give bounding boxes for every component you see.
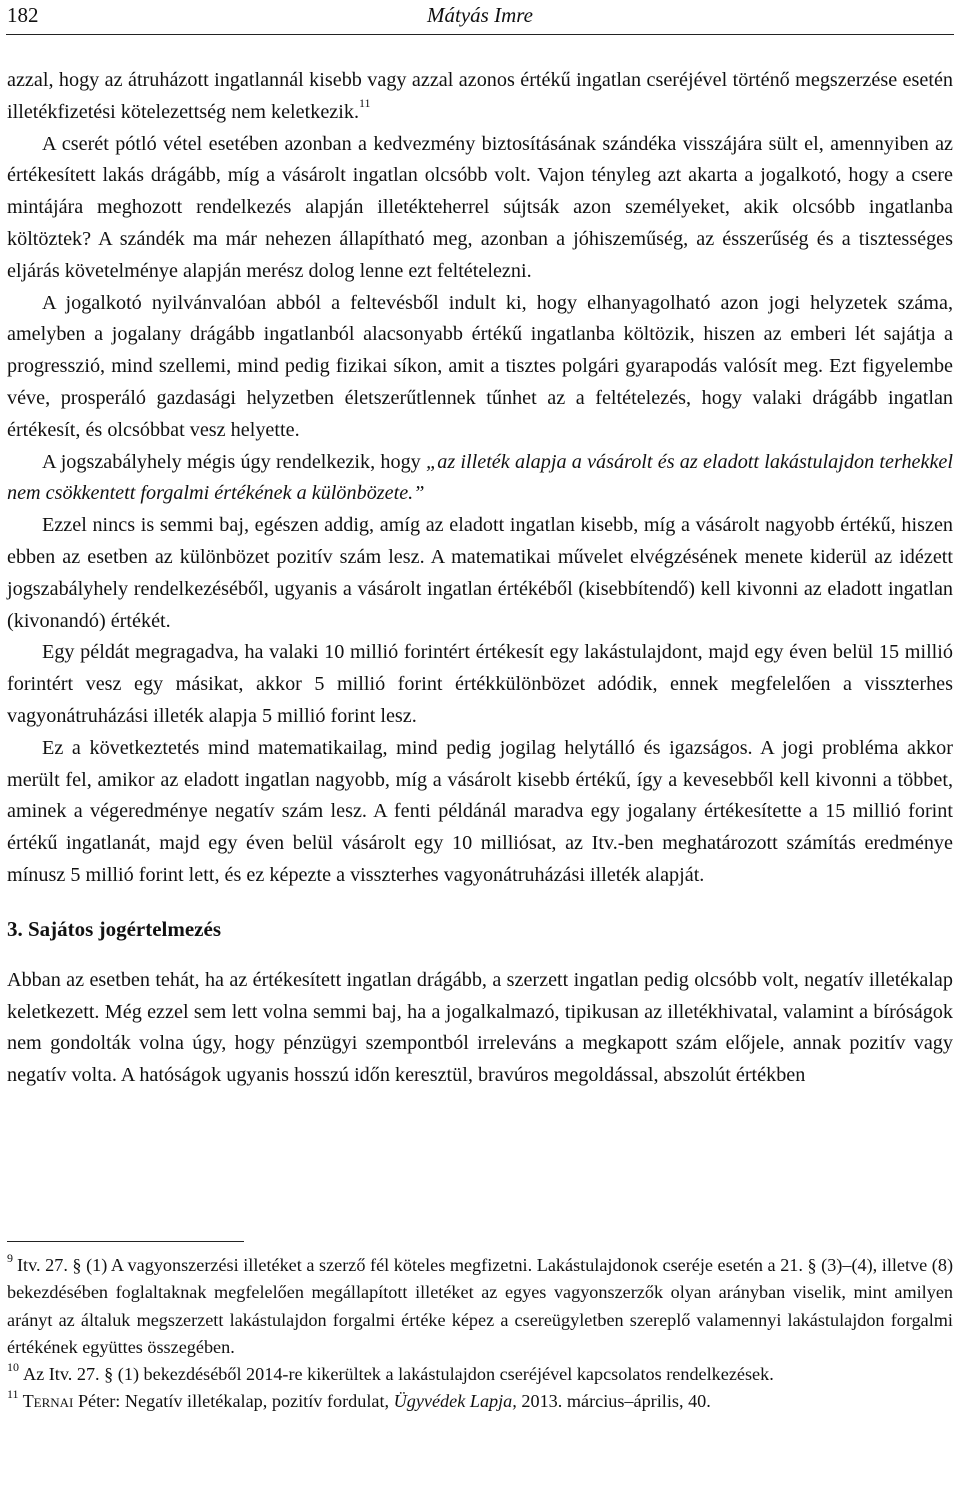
footnote-10-text: Az Itv. 27. § (1) bekezdéséből 2014-re kikerültek a lakástulajdon cseréjével kapcsolatos rendelkezések. (23, 1364, 774, 1385)
footnote-11-author: Ternai (22, 1391, 74, 1412)
footnote-11-number: 11 (7, 1387, 19, 1402)
section-heading: 3. Sajátos jogértelmezés (7, 916, 221, 941)
paragraph-1-text: azzal, hogy az átruházott ingatlannál kisebb vagy azzal azonos értékű ingatlan cseréjével történő megszerzése esetén illetékfizetési kötelezettség nem keletkezik. (7, 69, 953, 123)
running-header (6, 0, 954, 35)
footnote-10-number: 10 (7, 1360, 19, 1375)
page-number: 182 (7, 3, 39, 27)
paragraph-5: Ezzel nincs is semmi baj, egészen addig, amíg az eladott ingatlan kisebb, míg a vásárolt nagyobb értékű, hiszen ebben az esetben az különbözet pozitív szám lesz. A matematikai művelet elvégzésének menete kiderül az idézett jogszabályhely rendelkezéséből, ugyanis a vásárolt ingatlan értékéből (kisebbítendő) kell kivonni az eladott ingatlan (kivonandó) értékét. (7, 514, 953, 632)
paragraph-4-text: A jogszabályhely mégis úgy rendelkezik, hogy (42, 450, 426, 473)
footnote-11-text-b: 2013. március–április, 40. (516, 1391, 711, 1412)
paragraph-2: A cserét pótló vétel esetében azonban a kedvezmény biztosításának szándéka visszájára sült el, amennyiben az értékesített lakás drágább, míg a vásárolt ingatlan olcsóbb volt. Vajon tényleg azt akarta a jogalkotó, hogy a csere mintájára meghozott rendelkezés alapján illetékteherrel sújtsák azon személyeket, akik olcsóbb ingatlanba költöztek? A szándék ma már nehezen állapítható meg, azonban a jóhiszeműség, az ésszerűség és a tisztességes eljárás követelménye alapján merész dolog lenne ezt feltételezni. (7, 132, 953, 282)
footnote-10 (7, 1361, 953, 1388)
paragraph-7: Ez a következtetés mind matematikailag, mind pedig jogilag helytálló és igazságos. A jogi probléma akkor merült fel, amikor az eladott ingatlan nagyobb, míg a vásárolt kisebb értékű, így a kevesebből kell kivonni a többet, aminek a végeredménye negatív szám lesz. A fenti példánál maradva egy jogalany értékesítette a 15 millió forint értékű ingatlanát, majd egy éven belül vásárolt egy 10 milliósat, az Itv.-ben meghatározott számítás eredménye mínusz 5 millió forint lett, és ez képezte a visszterhes vagyonátruházási illeték alapját. (7, 736, 953, 886)
paragraph-3: A jogalkotó nyilvánvalóan abból a feltevésből indult ki, hogy elhanyagolható azon jogi helyzetek száma, amelyben a jogalany drágább ingatlanból alacsonyabb értékű ingatlanba költözik, hiszen az emberi lét sajátja a progresszió, mind szellemi, mind pedig fizikai síkon, amit a tisztes polgári gyarapodás valósít meg. Ezt figyelembe véve, prosperáló gazdasági helyzetben életszerűtlennek tűnhet az a feltételezés, hogy valaki drágább ingatlan értékesít, és olcsóbbat vesz helyette. (7, 291, 953, 441)
footnote-9-number: 9 (7, 1250, 13, 1265)
paragraph-1 (7, 65, 953, 129)
footnote-11 (7, 1388, 953, 1415)
legal-quote: „az illeték alapja a vásárolt és az eladott lakástulajdon terhekkel nem csökkentett forgalmi értékének a különbözete.” (7, 450, 953, 505)
footnotes (7, 1252, 953, 1416)
footnote-11-text-a: Péter: Negatív illetékalap, pozitív fordulat, (73, 1391, 394, 1412)
main-text (7, 65, 953, 1092)
paragraph-4 (7, 447, 953, 511)
footnote-9 (7, 1252, 953, 1361)
paragraph-8: Abban az esetben tehát, ha az értékesített ingatlan drágább, a szerzett ingatlan pedig olcsóbb volt, negatív illetékalap keletkezett. Még ezzel sem lett volna semmi baj, ha a jogalkalmazó, tipikusan az illetékhivatal, valamint a bíróságok nem gondolták volna úgy, hogy pénzügyi szempontból irreleváns a megkapott szám előjele, annak pozitív vagy negatív volta. A hatóságok ugyanis hosszú időn keresztül, bravúros megoldással, abszolút értékben (7, 968, 953, 1087)
paragraph-6: Egy példát megragadva, ha valaki 10 millió forintért értékesít egy lakástulajdont, majd egy éven belül 15 millió forintért vesz egy másikat, akkor 5 millió forint értékkülönbözet adódik, ennek megfelelően a visszterhes vagyonátruházási illeték alapja 5 millió forint lesz. (7, 641, 953, 727)
footnote-ref-11: 11 (359, 96, 371, 111)
footnote-separator (7, 1241, 244, 1242)
footnote-9-text: Itv. 27. § (1) A vagyonszerzési illetéket a szerző fél köteles megfizetni. Lakástulajdonok cseréje esetén a 21. § (3)–(4), illetve (8) bekezdésében foglaltaknak megfelelően megállapított illetéket az egyes vagyonszerzők olyan arányban viselik, mint amilyen arányt az általuk megszerzett lakástulajdon forgalmi értéke képez a csereügyletben szereplő valamennyi lakástulajdon forgalmi értékének együttes összegében. (7, 1255, 953, 1357)
footnote-11-journal: Ügyvédek Lapja, (393, 1391, 517, 1412)
running-head-author: Mátyás Imre (427, 3, 533, 27)
